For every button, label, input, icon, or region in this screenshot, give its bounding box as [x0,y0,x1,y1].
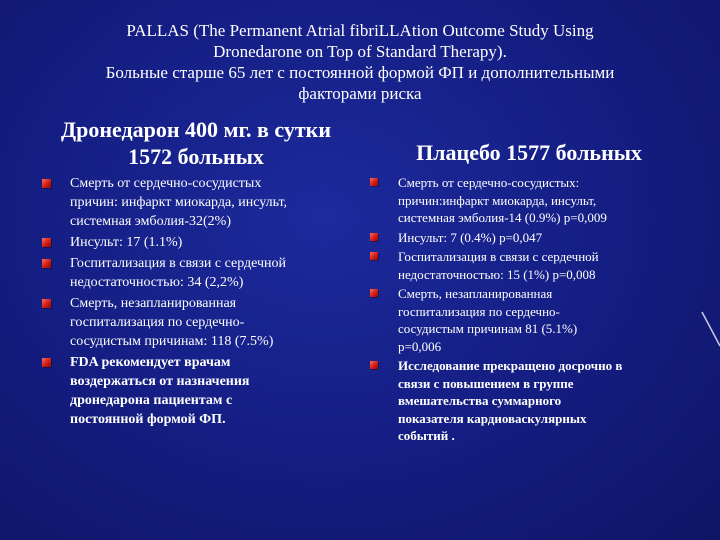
bullet-icon [42,238,51,247]
list-item-text: Смерть от сердечно-сосудистых: причин:инфаркт миокарда, инсульт, системная эмболия-14 (0.9%) p=0,009 [398,175,607,225]
list-item [370,357,685,445]
list-item [370,285,685,355]
title-line-4: факторами риска [298,84,422,103]
bullet-icon [370,361,378,369]
list-item-text: Инсульт: 7 (0.4%) p=0,047 [398,229,543,245]
right-heading: Плацебо 1577 больных [416,140,642,165]
right-bullet-list [370,174,685,447]
list-item-text: Смерть, незапланированная госпитализация по сердечно- сосудистым причинам: 118 (7.5%) [70,296,274,349]
bullet-icon [370,252,378,260]
title-line-3: Больные старше 65 лет с постоянной формой ФП и дополнительными [105,63,615,82]
list-item [370,174,685,227]
left-heading-line-1: Дронедарон 400 мг. в сутки [60,117,332,142]
list-item [42,294,347,351]
decorative-line [700,310,720,390]
list-item-text: FDA рекомендует врачам воздержаться от назначения дронедарона пациентам с постоянной формой ФП. [70,355,250,427]
list-item-text: Госпитализация в связи с сердечной недостаточностью: 34 (2,2%) [70,256,287,290]
list-item-text: Смерть, незапланированная госпитализация по сердечно- сосудистым причинам 81 (5.1%) p=0,006 [398,286,578,354]
list-item [42,254,347,292]
right-column-heading [388,139,670,166]
list-item [42,353,347,429]
bullet-icon [370,289,378,297]
list-item-text: Исследование прекращено досрочно в связи с повышением в группе вмешательства суммарного показателя кардиоваскулярных событий . [398,358,623,443]
title-line-2: Dronedarone on Top of Standard Therapy). [213,42,507,61]
slide-title [40,20,680,104]
bullet-icon [42,179,51,188]
list-item [42,233,347,252]
bullet-icon [42,358,51,367]
list-item [370,229,685,247]
list-item-text: Госпитализация в связи с сердечной недостаточностью: 15 (1%) p=0,008 [398,249,599,282]
left-bullet-list [42,174,347,431]
bullet-icon [370,233,378,241]
bullet-icon [42,259,51,268]
bullet-icon [42,299,51,308]
list-item [42,174,347,231]
list-item [370,248,685,283]
title-line-1: PALLAS (The Permanent Atrial fibriLLAtion Outcome Study Using [126,21,594,40]
list-item-text: Инсульт: 17 (1.1%) [70,235,183,250]
list-item-text: Смерть от сердечно-сосудистых причин: инфаркт миокарда, инсульт, системная эмболия-32(2%) [70,176,288,229]
left-column-heading [40,116,352,170]
bullet-icon [370,178,378,186]
left-heading-line-2: 1572 больных [128,144,264,169]
